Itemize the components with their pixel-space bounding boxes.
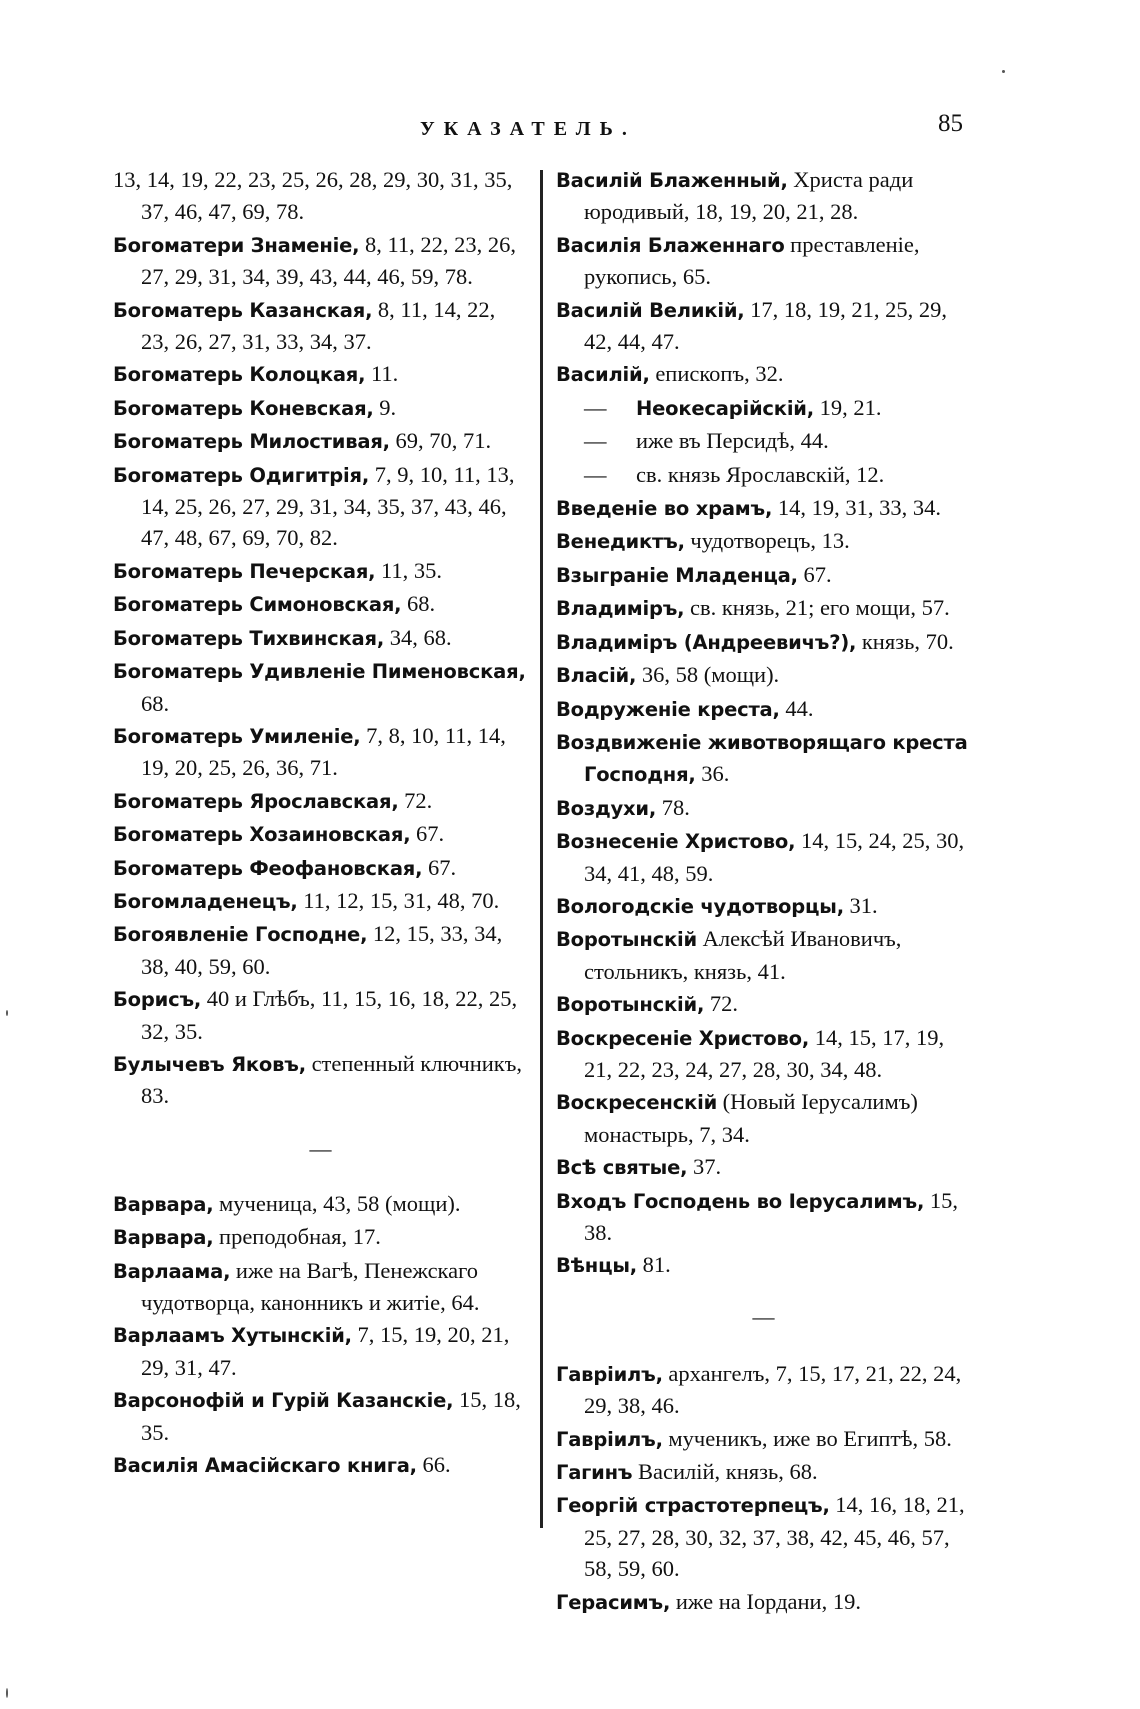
entry-references: чудотворецъ, 13. (684, 528, 850, 554)
entry-references: 17, 18, 19, 21, 25, 29, 42, 44, 47. (584, 296, 947, 355)
entry-references: 36, 58 (мощи). (636, 662, 780, 688)
entry-references: преставленіе, рукопись, 65. (584, 231, 920, 290)
entry-references: 68. (141, 690, 170, 716)
entry-references: 14, 15, 24, 25, 30, 34, 41, 48, 59. (584, 828, 965, 886)
entry-heading: Варлаамъ Хутынскій, (113, 1324, 352, 1348)
index-entry (556, 792, 971, 824)
right-entries-v-cont (556, 492, 971, 1282)
index-entry (113, 1221, 528, 1253)
entry-heading: Богоматерь Ярославская, (113, 789, 399, 813)
entry-heading: Василій Великій, (556, 298, 745, 322)
index-entry (113, 1188, 528, 1220)
index-entry (556, 1022, 971, 1086)
index-sub-entry (556, 425, 971, 457)
entry-heading: Вѣнцы, (556, 1254, 637, 1278)
index-entry (556, 825, 971, 889)
index-entry (113, 852, 528, 884)
entry-heading: Варвара, (113, 1226, 214, 1250)
index-entry (113, 622, 528, 654)
entry-references: 34, 68. (384, 624, 452, 650)
right-sub-entries (556, 392, 971, 491)
entry-heading: Богоматерь Феофановская, (113, 856, 423, 880)
index-entry (113, 720, 528, 784)
entry-references: 72. (704, 991, 738, 1017)
index-entry (556, 1249, 971, 1281)
entry-references: 15, 38. (584, 1187, 958, 1245)
entry-heading: Богоматерь Умиленіе, (113, 724, 361, 748)
left-entries-v (113, 1188, 528, 1482)
entry-references: 37. (687, 1154, 722, 1180)
entry-references: св. князь Ярославскій, 12. (636, 461, 885, 487)
entry-references: 44. (779, 695, 814, 721)
index-entry (556, 1423, 971, 1455)
entry-heading: Воротынскій, (556, 993, 705, 1017)
index-entry (556, 559, 971, 591)
entry-references: 40 и Глѣбъ, 11, 15, 16, 18, 22, 25, 32, 35. (141, 986, 518, 1044)
right-column (556, 164, 971, 1619)
index-entry (113, 1255, 528, 1319)
entry-references: 12, 15, 33, 34, 38, 40, 59, 60. (141, 921, 503, 979)
entry-references: 9. (373, 394, 397, 420)
entry-heading: Варсонофій и Гурій Казанскіе, (113, 1389, 454, 1413)
entry-heading: Герасимъ, (556, 1590, 671, 1614)
print-speck (6, 1688, 8, 1698)
index-entry (113, 885, 528, 917)
entry-heading: Василій, (556, 363, 650, 387)
entry-references: (Новый Іерусалимъ) монастырь, 7, 34. (584, 1089, 918, 1147)
index-entry (113, 392, 528, 424)
entry-heading: Входъ Господень во Іерусалимъ, (556, 1189, 925, 1213)
entry-heading: Введеніе во храмъ, (556, 497, 773, 521)
entry-heading: Булычевъ Яковъ, (113, 1052, 306, 1076)
entry-references: мученица, 43, 58 (мощи). (213, 1190, 461, 1216)
index-entry (556, 1358, 971, 1422)
index-entry (556, 294, 971, 358)
column-divider (540, 170, 543, 1528)
index-entry (113, 1384, 528, 1448)
entry-references: 11, 35. (375, 557, 443, 583)
index-sub-entry (556, 459, 971, 491)
entry-references: 13, 14, 19, 22, 23, 25, 26, 28, 29, 30, 31, 35, 37, 46, 47, 69, 78. (113, 167, 513, 225)
entry-heading: Владиміръ, (556, 597, 685, 621)
index-entry (556, 164, 971, 228)
index-entry (556, 923, 971, 987)
index-entry (556, 1586, 971, 1618)
entry-heading: Богоматерь Хозаиновская, (113, 823, 411, 847)
entry-heading: Богоматерь Колоцкая, (113, 363, 366, 387)
entry-heading: Богоматерь Печерская, (113, 559, 376, 583)
index-entry (556, 492, 971, 524)
index-entry (556, 1489, 971, 1584)
entry-references: 69, 70, 71. (389, 428, 492, 454)
index-entry (113, 785, 528, 817)
letter-separator: — (752, 1303, 775, 1329)
entry-references: 31. (843, 892, 878, 918)
index-entry (113, 588, 528, 620)
index-entry (556, 525, 971, 557)
entry-references: 8, 11, 14, 22, 23, 26, 27, 31, 33, 34, 37. (141, 296, 496, 355)
entry-references: князь, 70. (856, 628, 954, 654)
index-entry (556, 726, 971, 791)
index-entry (113, 1319, 528, 1383)
entry-heading: Вознесеніе Христово, (556, 830, 796, 854)
entry-heading: Варвара, (113, 1192, 214, 1216)
index-entry (556, 229, 971, 293)
entry-references: 19, 21. (813, 394, 882, 420)
index-entry (556, 592, 971, 624)
entry-heading: Богоматерь Симоновская, (113, 593, 402, 617)
entry-heading: Гавріилъ, (556, 1362, 663, 1386)
left-column (113, 164, 528, 1482)
entry-heading: Богоматерь Коневская, (113, 396, 374, 420)
index-entry (556, 890, 971, 922)
entry-heading: Взыграніе Младенца, (556, 563, 798, 587)
index-entry (113, 229, 528, 293)
entry-heading: Гагинъ (556, 1461, 633, 1485)
entry-heading: Варлаама, (113, 1259, 231, 1283)
ditto-dash: — (584, 461, 607, 487)
entry-references: 67. (410, 821, 445, 847)
entry-references: 67. (422, 854, 457, 880)
entry-references: 7, 15, 19, 20, 21, 29, 31, 47. (141, 1322, 510, 1380)
index-entry (556, 988, 971, 1020)
letter-separator: — (309, 1135, 332, 1161)
index-entry (113, 1449, 528, 1481)
entry-heading: Василія Блаженнаго (556, 233, 785, 257)
entry-heading: Всѣ святые, (556, 1156, 688, 1180)
entry-heading: Гавріилъ, (556, 1427, 663, 1451)
index-entry (113, 918, 528, 982)
entry-references: Христа ради юродивый, 18, 19, 20, 21, 28. (584, 167, 914, 225)
index-entry (113, 164, 528, 228)
entry-heading: Богоматерь Казанская, (113, 298, 373, 322)
index-entry (556, 1151, 971, 1183)
entry-references: 7, 8, 10, 11, 14, 19, 20, 25, 26, 36, 71. (141, 722, 506, 781)
entry-references: мученикъ, иже во Египтѣ, 58. (662, 1425, 952, 1451)
entry-heading: Владиміръ (Андреевичъ?), (556, 630, 857, 654)
entry-references: 66. (416, 1452, 451, 1478)
entry-references: 11, 12, 15, 31, 48, 70. (297, 887, 500, 913)
entry-references: иже на Іордани, 19. (670, 1588, 861, 1614)
page-number: 85 (938, 110, 963, 137)
right-entries-v (556, 164, 971, 391)
entry-references: св. князь, 21; его мощи, 57. (684, 595, 950, 621)
entry-references: 68. (401, 591, 436, 617)
entry-heading: Борисъ, (113, 988, 202, 1012)
print-speck (6, 1010, 8, 1016)
entry-references: иже въ Персидѣ, 44. (636, 428, 829, 454)
entry-references: преподобная, 17. (213, 1224, 381, 1250)
entry-heading: Богоявленіе Господне, (113, 923, 368, 947)
index-entry (556, 626, 971, 658)
entry-heading: Воскресенскій (556, 1091, 718, 1115)
entry-heading: Венедиктъ, (556, 530, 685, 554)
entry-references: 15, 18, 35. (141, 1387, 521, 1445)
left-entries-b (113, 164, 528, 1112)
entry-heading: Василій Блаженный, (556, 169, 788, 192)
entry-references: иже на Вагѣ, Пенежскаго чудотворца, канонникъ и житіе, 64. (141, 1257, 480, 1315)
entry-heading: Богоматерь Удивленіе Пименовская, (113, 660, 526, 684)
entry-heading: Воскресеніе Христово, (556, 1026, 810, 1050)
entry-heading: Богоматерь Милостивая, (113, 430, 390, 454)
index-entry (113, 358, 528, 390)
entry-references: 7, 9, 10, 11, 13, 14, 25, 26, 27, 29, 31, 34, 35, 37, 43, 46, 47, 48, 67, 69, 70, 82. (141, 461, 515, 551)
running-header-title: УКАЗАТЕЛЬ. (420, 118, 636, 140)
index-entry (113, 983, 528, 1047)
entry-heading: Богоматери Знаменіе, (113, 233, 360, 257)
entry-heading: Власій, (556, 664, 637, 688)
index-sub-entry (556, 392, 971, 424)
print-speck (1002, 70, 1005, 73)
ditto-dash: — (584, 428, 607, 454)
entry-references: 81. (636, 1252, 671, 1278)
entry-references: 72. (398, 787, 433, 813)
entry-references: 14, 19, 31, 33, 34. (772, 495, 941, 521)
entry-references: 11. (365, 361, 399, 387)
index-entry (556, 693, 971, 725)
entry-heading: Воздвиженіе животворящаго креста Господня, (556, 730, 968, 787)
entry-references: Алексѣй Ивановичъ, стольникъ, князь, 41. (584, 926, 902, 984)
entry-heading: Богомладенецъ, (113, 889, 298, 913)
index-entry (113, 294, 528, 358)
entry-references: 14, 16, 18, 21, 25, 27, 28, 30, 32, 37, 38, 42, 45, 46, 57, 58, 59, 60. (584, 1492, 965, 1582)
index-entry (113, 425, 528, 457)
index-entry (113, 555, 528, 587)
entry-heading: Богоматерь Одигитрія, (113, 463, 370, 487)
index-entry (556, 659, 971, 691)
entry-references: Василій, князь, 68. (632, 1459, 818, 1485)
index-entry (556, 358, 971, 390)
ditto-dash: — (584, 394, 607, 420)
entry-heading: Вологодскіе чудотворцы, (556, 894, 844, 918)
index-entry (113, 818, 528, 850)
entry-references: 36. (695, 761, 730, 787)
index-entry (113, 1048, 528, 1112)
entry-heading: Богоматерь Тихвинская, (113, 626, 385, 650)
index-entry (556, 1456, 971, 1488)
index-entry (556, 1185, 971, 1249)
entry-references: архангелъ, 7, 15, 17, 21, 22, 24, 29, 38, 46. (584, 1360, 962, 1419)
entry-references: епископъ, 32. (649, 361, 784, 387)
entry-references: 67. (797, 561, 832, 587)
entry-references: степенный ключникъ, 83. (141, 1050, 522, 1109)
entry-heading: Георгій страстотерпецъ, (556, 1494, 830, 1518)
index-entry (113, 459, 528, 554)
index-entry (556, 1086, 971, 1150)
entry-heading: Воротынскій (556, 928, 697, 952)
entry-heading: Воздухи, (556, 796, 657, 820)
entry-heading: Неокесарійскій, (636, 396, 814, 420)
entry-references: 14, 15, 17, 19, 21, 22, 23, 24, 27, 28, 30, 34, 48. (584, 1024, 945, 1082)
entry-references: 78. (656, 794, 690, 820)
entry-heading: Василія Амасійскаго книга, (113, 1454, 417, 1478)
entry-references: 8, 11, 22, 23, 26, 27, 29, 31, 34, 39, 43, 44, 46, 59, 78. (141, 231, 516, 290)
index-entry (113, 655, 528, 719)
right-entries-g (556, 1358, 971, 1618)
entry-heading: Водруженіе креста, (556, 697, 780, 721)
